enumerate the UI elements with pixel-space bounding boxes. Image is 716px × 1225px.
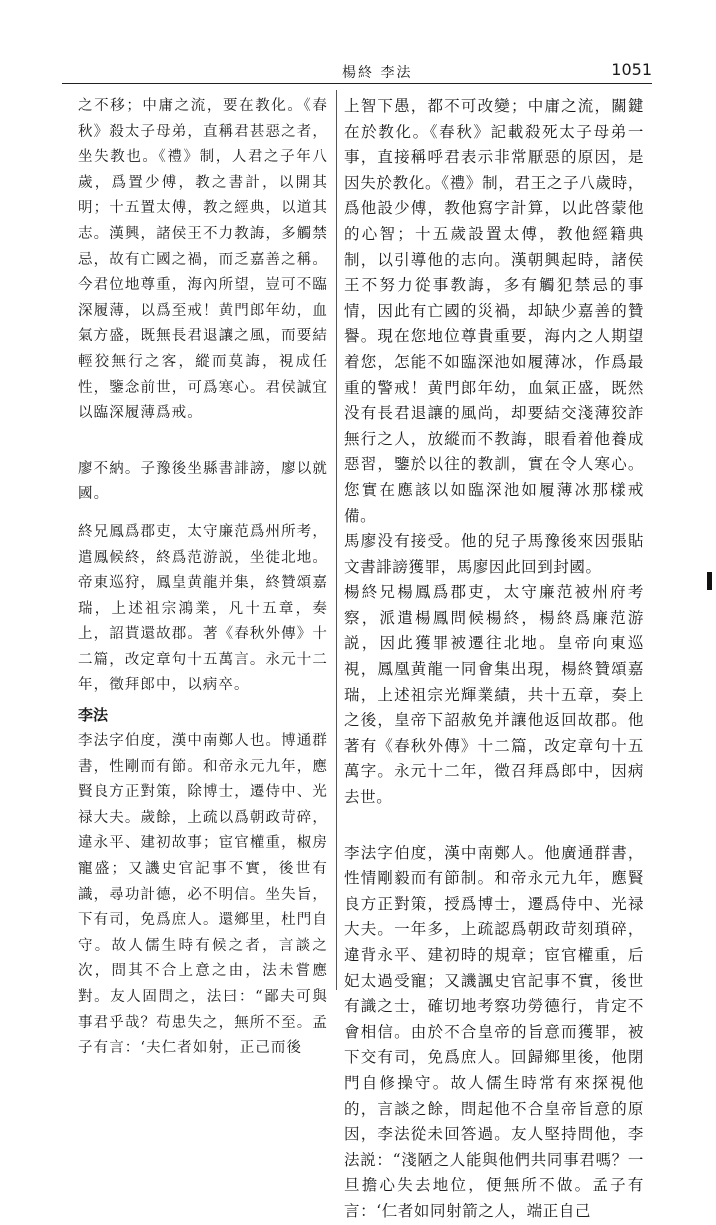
classical-paragraph-2: 廖不納。子豫後坐縣書誹謗，廖以就國。: [78, 460, 328, 503]
running-title: 楊終 李法: [342, 65, 413, 81]
translation-column: [344, 94, 644, 1220]
page-number: 1051: [611, 60, 652, 79]
classical-text-column: [78, 94, 328, 1057]
translation-paragraph-1: 上智下愚，都不可改變；中庸之流，關鍵在於教化。《春秋》記載殺死太子母弟一事，直接稱呼君表示非常厭惡的原因，是因失於教化。《禮》制，君王之子八歲時，爲他設少傅，教他寫字計算，以此啓蒙他的心智；十五歲設置太傅，教他經籍典制，以引導他的志向。漢朝興起時，諸侯王不努力從事教誨，多有觸犯禁忌的事情，因此有亡國的災禍，却缺少嘉善的贊譽。現在您地位尊貴重要，海内之人期望着您，怎能不如臨深池如履薄冰，作爲最重的警戒！黄門郎年幼，血氣正盛，既然没有長君退讓的風尚，却要結交淺薄狡詐無行之人，放縱而不教誨，眼看着他養成惡習，鑒於以往的教訓，實在令人寒心。您實在應該以如臨深池如履薄冰那樣戒備。: [344, 97, 644, 525]
classical-paragraph-1: 之不移；中庸之流，要在教化。《春秋》殺太子母弟，直稱君甚惡之者，坐失教也。《禮》制，人君之子年八歲，爲置少傅，教之書計，以開其明；十五置太傅，教之經典，以道其志。漢興，諸侯王不力教誨，多觸禁忌，故有亡國之禍，而乏嘉善之稱。今君位地尊重，海內所望，豈可不臨深履薄，以爲至戒！黄門郎年幼，血氣方盛，既無長君退讓之風，而要結輕狡無行之客，縱而莫誨，視成任性，鑒念前世，可爲寒心。君侯誠宜以臨深履薄爲戒。: [78, 98, 328, 422]
classical-paragraph-3: 終兄鳳爲郡吏，太守廉范爲州所考，遣鳳候終，終爲范游説，坐徙北地。帝東巡狩，鳳皇黄龍并集，終贊頌嘉瑞，上述祖宗鴻業，凡十五章，奏上，詔貰還故郡。著《春秋外傳》十二篇，改定章句十五萬言。永元十二年，徵拜郎中，以病卒。: [78, 523, 328, 694]
header-rule: [62, 83, 652, 84]
classical-paragraph-4: 李法字伯度，漢中南鄭人也。博通群書，性剛而有節。和帝永元九年，應賢良方正對策，除博士，遷侍中、光禄大夫。歲餘，上疏以爲朝政苛碎，違永平、建初故事；宦官權重，椒房寵盛；又譏史官記事不實，後世有識，尋功計德，必不明信。坐失旨，下有司，免爲庶人。還鄉里，杜門自守。故人儒生時有候之者，言談之次，問其不合上意之由，法未嘗應對。友人固問之，法曰：“鄙夫可與事君乎哉？苟患失之，無所不至。孟子有言：‘夫仁者如射，正己而後: [78, 733, 328, 1057]
edge-tab-marker: [707, 572, 712, 590]
translation-paragraph-4: 李法字伯度，漢中南鄭人。他廣通群書，性情剛毅而有節制。和帝永元九年，應賢良方正對策，授爲博士，遷爲侍中、光禄大夫。一年多，上疏認爲朝政苛刻瑣碎，違背永平、建初時的規章；宦官權重，后妃太過受寵；又譏諷史官記事不實，後世有識之士，確切地考察功勞德行，肯定不會相信。由於不合皇帝的旨意而獲罪，被下交有司，免爲庶人。回歸鄉里後，他閉門自修操守。故人儒生時常有來探視他的，言談之餘，問起他不合皇帝旨意的原因，李法從未回答過。友人堅持問他，李法説：“淺陋之人能與他們共同事君嗎？一旦擔心失去地位，便無所不做。孟子有言：‘仁者如同射箭之人，端正自己: [344, 843, 644, 1220]
translation-paragraph-3: 楊終兄楊鳳爲郡吏，太守廉范被州府考察，派遣楊鳳問候楊終，楊終爲廉范游説，因此獲罪被遷往北地。皇帝向東巡視，鳳凰黄龍一同會集出現，楊終贊頌嘉瑞，上述祖宗光輝業績，共十五章，奏上之後，皇帝下詔赦免并讓他返回故郡。他著有《春秋外傳》十二篇，改定章句十五萬字。永元十二年，徵召拜爲郎中，因病去世。: [344, 583, 644, 807]
section-heading: 李法: [78, 706, 109, 725]
page-header: [62, 60, 652, 86]
translation-paragraph-2: 馬廖没有接受。他的兒子馬豫後來因張貼文書誹謗獲罪，馬廖因此回到封國。: [344, 532, 644, 576]
column-divider: [336, 90, 337, 990]
